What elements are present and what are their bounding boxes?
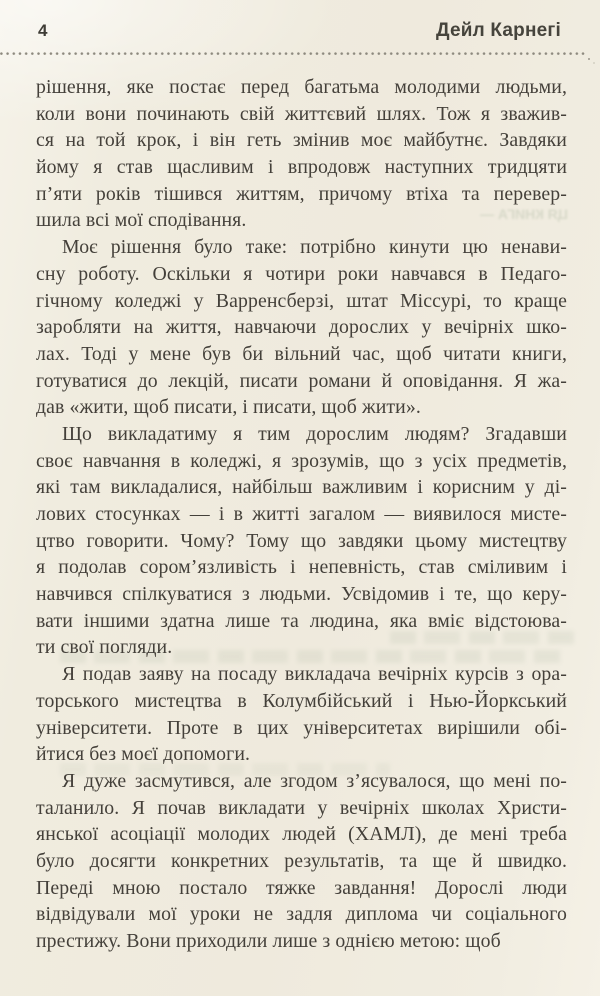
text-line: які там викладалися, найбільш важливим і корисним у ді-: [36, 476, 567, 499]
text-line: шила всі мої сподівання.: [36, 209, 247, 232]
running-head-author: Дейл Карнегі: [435, 20, 561, 41]
text-line: вати іншими здатна лише та людина, яка вміє відстоюва-: [36, 609, 567, 632]
text-line: дав «жити, щоб писати, і писати, щоб жити».: [36, 396, 421, 419]
text-line: Переді мною постало тяжке завдання! Дорослі люди: [36, 876, 567, 899]
header-divider: [0, 52, 586, 56]
paragraph: [36, 74, 567, 234]
text-line: рішення, яке постає перед багатьма молодими людьми,: [36, 76, 567, 98]
text-line: сну роботу. Оскільки я чотири роки навчався в Педаго-: [36, 262, 567, 285]
page-header: [38, 20, 561, 42]
scan-speck: [588, 58, 590, 60]
text-line: заробляти на життя, навчаючи дорослих у вечірніх шко-: [36, 316, 567, 339]
text-line: лових стосунках — і в житті загалом — виявилося мисте-: [36, 503, 567, 525]
paragraph: [36, 421, 567, 661]
text-line: престижу. Вони приходили лише з однією метою: щоб: [36, 930, 501, 952]
text-line: було досягти конкретних результатів, та ще й швидко.: [36, 849, 567, 872]
text-line: відвідували мої уроки не задля диплома чи соціального: [36, 903, 567, 926]
text-line: університети. Проте в цих університетах вирішили обі-: [36, 716, 567, 739]
paragraph: [36, 234, 567, 421]
text-line: ти свої погляди.: [36, 636, 173, 659]
text-line: Що викладатиму я тим дорослим людям? Згадавши: [62, 422, 567, 445]
page-number: 4: [38, 21, 48, 40]
text-line: Я дуже засмутився, але згодом з’ясувалося, що мені по-: [62, 769, 567, 792]
text-line: цтво говорити. Чому? Тому що завдяки цьому мистецтву: [36, 529, 567, 552]
text-line: торського мистецтва в Колумбійський і Нью-Йоркський: [36, 689, 567, 712]
text-line: таланило. Я почав викладати у вечірніх школах Христи-: [36, 796, 567, 819]
text-line: йому я став щасливим і впродовж наступних тридцяти: [36, 156, 567, 179]
paragraph: [36, 661, 567, 768]
text-line: я подолав сором’язливість і непевність, став сміливим і: [36, 556, 567, 579]
text-line: п’яти років тішився життям, причому втіха та перевер-: [36, 182, 567, 205]
text-line: йтися без моєї допомоги.: [36, 743, 251, 766]
text-line: навчився спілкуватися з людьми. Усвідомив і те, що керу-: [36, 583, 567, 606]
text-line: готуватися до лекцій, писати романи й оповідання. Я жа-: [36, 369, 567, 392]
text-line: ся на той крок, і він геть змінив моє майбутнє. Завдяки: [36, 129, 567, 152]
text-line: Я подав заяву на посаду викладача вечірніх курсів з ора-: [62, 663, 567, 686]
text-line: янської асоціації молодих людей (ХАМЛ), де мені треба: [36, 823, 567, 846]
paragraph: [36, 768, 567, 955]
ghost-showthrough-text: ЦЯ КНИГА —: [480, 206, 568, 222]
text-line: своє навчання в коледжі, я зрозумів, що з усіх предметів,: [36, 449, 567, 472]
page-body: [36, 74, 567, 955]
text-line: Моє рішення було таке: потрібно кинути цю ненави-: [62, 236, 567, 259]
text-line: коли вони починають свій життєвий шлях. Тож я зважив-: [36, 102, 567, 125]
text-line: лах. Тоді у мене був би вільний час, щоб читати книги,: [36, 342, 567, 365]
text-line: гічному коледжі у Варренсберзі, штат Міссурі, то краще: [36, 289, 567, 312]
